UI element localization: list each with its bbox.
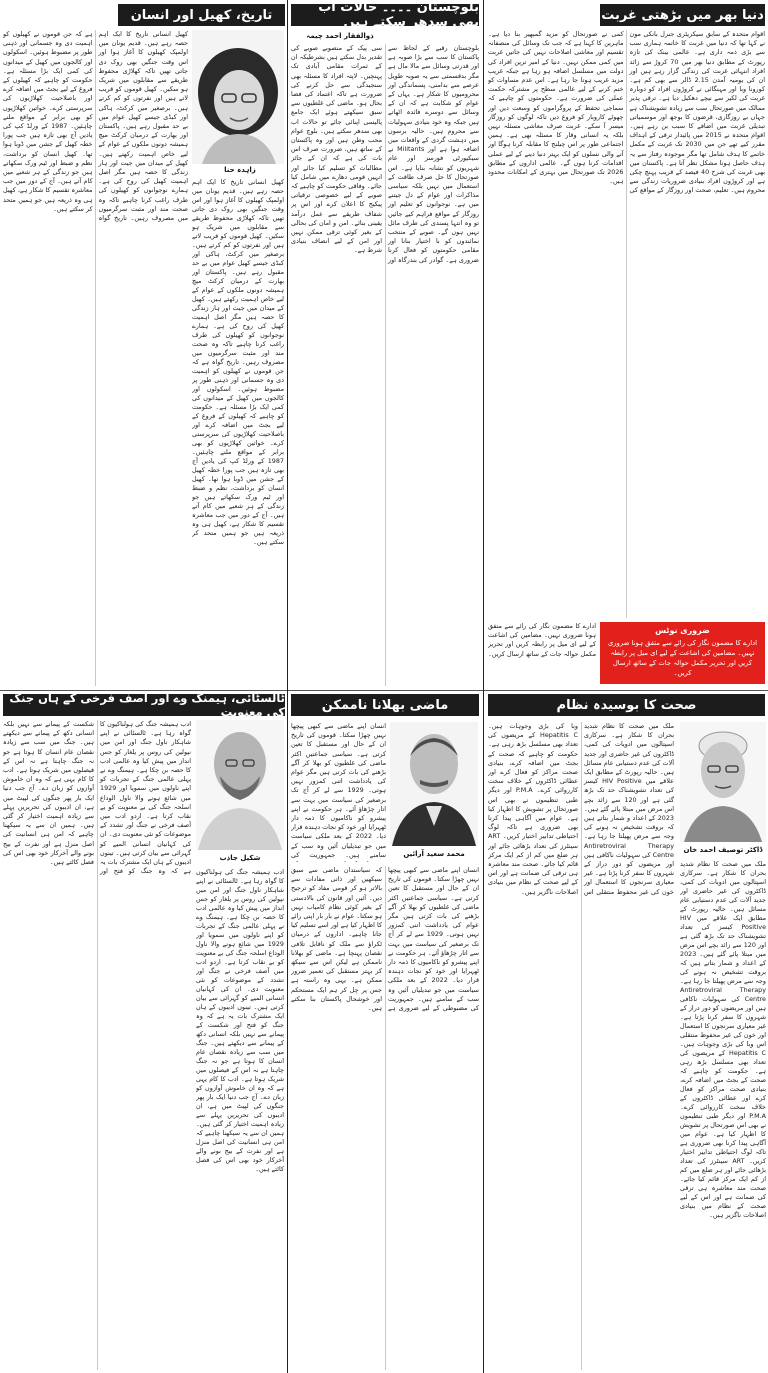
headline-tolstoy: ٹالسٹائی، ہیمنگ وے اور آصف فرخی کے ہاں جنگ کی معنویت [3, 694, 285, 716]
portrait-photo-icon [680, 722, 766, 842]
column-divider [483, 690, 484, 1373]
headline-past: ماضی بھلانا ناممکن [291, 694, 479, 716]
byline-tauseef: ڈاکٹر توصیف احمد خان [683, 846, 763, 854]
portrait-photo-icon [390, 722, 478, 846]
byline-zahida: زاہدہ حنا [224, 166, 256, 174]
notice-body: ادارے کا مضمون نگار کی رائے سے متفق ہونا ضروری نہیں۔ مضامین کی اشاعت کے لیے ای میل پر رابطہ کریں اور تحریر مکمل حوالہ جات کے ساتھ ارسال کریں۔ [607, 639, 758, 677]
columnist-portrait-tauseef [680, 722, 766, 842]
article-poverty-continued: ادارے کا مضمون نگار کی رائے سے متفق ہونا ضروری نہیں۔ مضامین کی اشاعت کے لیے ای میل پر رابطہ کریں اور تحریر مکمل حوالہ جات کے ساتھ ارسال کریں۔ [488, 622, 596, 658]
article-health-body-narrow: ملک میں صحت کا نظام شدید بحران کا شکار ہے۔ سرکاری اسپتالوں میں ادویات کی کمی، ڈاکٹروں کی غیر حاضری اور جدید آلات کی عدم دستیابی عام مسائل ہیں۔ حالیہ رپورٹ کے مطابق ایک علاقے میں HIV Positive کیسز کی تعداد تشویشناک حد تک بڑھ گئی ہے اور 120 سے زائد بچے اس مرض میں مبتلا پائے گئے ہیں۔ 2023 کے اعداد و شمار بتاتے ہیں کہ بروقت تشخیص نہ ہونے کی وجہ سے مرض پھیلتا جا رہا ہے۔ Antiretroviral Therapy Centre کی سہولیات ناکافی ہیں اور مریضوں کو دور دراز کے شہروں کا سفر کرنا پڑتا ہے۔ غیر معیاری سرنجوں کا استعمال اور خون کی غیر محفوظ منتقلی اس وبا کی بڑی وجوہات ہیں۔ Hepatitis C کے مریضوں کی تعداد بھی مسلسل بڑھ رہی ہے۔ حکومت کو چاہیے کہ صحت کے بجٹ میں اضافہ کرے، بنیادی صحت مراکز کو فعال کرے اور عطائی ڈاکٹروں کے خلاف سخت کارروائی کرے۔ P.M.A اور دیگر طبی تنظیموں نے بھی اس صورتحال پر تشویش کا اظہار کیا ہے۔ عوام میں آگاہی پیدا کرنا بھی ضروری ہے تاکہ لوگ احتیاطی تدابیر اختیار کریں۔ ART سینٹرز کی تعداد بڑھائی جائے اور ہر ضلع میں کم از کم ایک مرکز قائم کیا جائے۔ صحت مند معاشرہ ہی ترقی کی ضمانت ہے اور اس کے لیے صحت کے نظام میں بنیادی اصلاحات ناگزیر ہیں۔ [680, 860, 766, 1219]
columnist-portrait-shakeel [196, 720, 284, 850]
byline-balochistan: ذوالفقار احمد چیمہ [306, 32, 374, 40]
article-sports-body: کھیل انسانی تاریخ کا ایک اہم حصہ رہے ہیں۔ قدیم یونان میں اولمپک کھیلوں کا آغاز ہوا اور اس وقت جنگیں بھی روک دی جاتی تھیں تاکہ کھلاڑی محفوظ طریقے سے مقابلوں میں شریک ہو سکیں۔ کھیل قوموں کو قریب لاتے ہیں اور نفرتوں کو کم کرتے ہیں۔ برصغیر میں کرکٹ، ہاکی اور کبڈی جیسے کھیل عوام میں بے حد مقبول رہے ہیں۔ پاکستان اور بھارت کے درمیان کرکٹ میچ ہمیشہ دونوں ملکوں کے عوام کے لیے خاص اہمیت رکھتے ہیں۔ کھیل کے میدان میں جیت اور ہار زندگی کا حصہ ہیں مگر اصل اہمیت کھیل کی روح کی ہے۔ ہمارے نوجوانوں کو کھیلوں کی طرف راغب کرنا چاہیے تاکہ وہ صحت مند اور مثبت سرگرمیوں میں مصروف رہیں۔ تاریخ گواہ ہے کہ جن قوموں نے کھیلوں کو اہمیت دی وہ جسمانی اور ذہنی طور پر مضبوط ہوئیں۔ اسکولوں اور کالجوں میں کھیل کے میدانوں کی کمی ایک بڑا مسئلہ ہے۔ حکومت کو چاہیے کہ کھیلوں کے فروغ کے لیے بجٹ میں اضافہ کرے اور باصلاحیت کھلاڑیوں کی سرپرستی کرے۔ خواتین کھلاڑیوں کو بھی برابر کے مواقع ملنے چاہئیں۔ 1987 کے ورلڈ کپ کی یادیں آج بھی تازہ ہیں جب پورا خطہ کھیل کے جشن میں ڈوبا ہوا تھا۔ کھیل انسان کو برداشت، نظم و ضبط اور ٹیم ورک سکھاتے ہیں جو زندگی کے ہر شعبے میں کام آتے ہیں۔ آج کے دور میں جب معاشرہ تقسیم کا شکار ہے، کھیل ہی وہ ذریعہ ہیں جو ہمیں متحد کر سکتے ہیں۔ [3, 30, 188, 223]
article-past-intro: انسان اپنے ماضی سے کبھی پیچھا نہیں چھڑا سکتا۔ قوموں کی تاریخ ان کے حال اور مستقبل کا تعین کرتی ہے۔ سیاسی جماعتیں اکثر ماضی کی غلطیوں کو بھلا کر آگے بڑھنے کی بات کرتی ہیں مگر عوام کی یادداشت اتنی کمزور نہیں ہوتی۔ 1929 سے لے کر آج تک برصغیر کی سیاست میں بہت سے اتار چڑھاؤ آئے۔ ہر حکومت نے اپنے پیشرو کو ناکامیوں کا ذمہ دار ٹھہرایا اور خود کو نجات دہندہ قرار دیا۔ 2022 کے بعد ملکی سیاست میں جو تبدیلیاں آئیں وہ سب کے سامنے ہیں۔ جمہوریت کی [291, 722, 386, 859]
article-balochistan-body: بلوچستان رقبے کے لحاظ سے پاکستان کا سب سے بڑا صوبہ ہے اور قدرتی وسائل سے مالا مال ہے مگر بدقسمتی سے یہ صوبہ طویل عرصے سے بدامنی، پسماندگی اور محرومیوں کا شکار ہے۔ یہاں کے عوام کو شکایت ہے کہ ان کے وسائل سے دوسرے فائدہ اٹھاتے ہیں جبکہ وہ خود بنیادی سہولیات سے محروم ہیں۔ حالیہ برسوں میں دہشت گردی کے واقعات میں اضافہ ہوا ہے اور Militants نے سیکیورٹی فورسز اور عام شہریوں کو نشانہ بنایا ہے۔ اس صورتحال کا حل صرف طاقت کے استعمال میں نہیں بلکہ سیاسی مذاکرات اور عوام کے دل جیتنے میں ہے۔ نوجوانوں کو تعلیم اور روزگار کے مواقع فراہم کیے جائیں تو وہ انتہا پسندی کی طرف مائل نہیں ہوں گے۔ صوبے کے منتخب نمائندوں کو با اختیار بنانا اور مقامی حکومتوں کو فعال کرنا ضروری ہے۔ گوادر کی بندرگاہ اور سی پیک کے منصوبے صوبے کی تقدیر بدل سکتے ہیں بشرطیکہ ان کے ثمرات مقامی آبادی تک پہنچیں۔ لاپتہ افراد کا مسئلہ بھی سنجیدگی سے حل کرنے کی ضرورت ہے تاکہ اعتماد کی فضا بحال ہو۔ ماضی کی غلطیوں سے سبق سیکھتے ہوئے ایک جامع پالیسی اپنائی جائے تو حالات اب بھی سدھر سکتے ہیں۔ بلوچ عوام محب وطن ہیں اور وہ پاکستان کے ساتھ ہیں، ضرورت صرف اس بات کی ہے کہ ان کے جائز مطالبات کو تسلیم کیا جائے اور انہیں قومی دھارے میں شامل کیا جائے۔ وفاقی حکومت کو چاہیے کہ صوبے کے لیے خصوصی ترقیاتی پیکیج کا اعلان کرے اور اس پر شفاف طریقے سے عمل درآمد یقینی بنائے۔ امن و امان کی بحالی کے بغیر کوئی ترقی ممکن نہیں اور امن کے لیے انصاف بنیادی شرط ہے۔ [291, 44, 479, 264]
notice-title: ضروری نوٹس [655, 626, 710, 635]
article-tolstoy-body: ادب ہمیشہ جنگ کی ہولناکیوں کا گواہ رہا ہے۔ ٹالسٹائی نے اپنے شاہکار ناول جنگ اور امن میں نپولین کی روس پر یلغار کو جس انداز میں پیش کیا وہ عالمی ادب کا حصہ بن چکا ہے۔ ہیمنگ وے نے پہلی عالمی جنگ کے تجربات کو اپنے ناولوں میں سمویا اور 1929 میں شائع ہونے والا ناول الوداع اسلحہ جنگ کی بے معنویت کو بے نقاب کرتا ہے۔ اردو ادب میں آصف فرخی نے جنگ اور تشدد کے موضوعات کو نئی معنویت دی۔ ان کی کہانیاں انسانی المیے کو گہرائی سے بیان کرتی ہیں۔ تینوں ادیبوں کے ہاں ایک مشترک بات یہ ہے کہ وہ جنگ کو فتح اور شکست کے پیمانے سے نہیں بلکہ انسانی دکھ کے پیمانے سے دیکھتے ہیں۔ جنگ میں سب سے زیادہ نقصان عام انسان کا ہوتا ہے جو نہ جنگ چاہتا ہے نہ اس کے فیصلوں میں شریک ہوتا ہے۔ ادب کا کام یہی ہے کہ وہ ان خاموش آوازوں کو زبان دے۔ آج جب دنیا ایک بار پھر جنگوں کی لپیٹ میں ہے، ان ادیبوں کی تحریریں پہلے سے زیادہ اہمیت اختیار کر گئی ہیں۔ ہمیں ان سے یہ سیکھنا چاہیے کہ امن ہی انسانیت کی اصل منزل ہے اور نفرت کے بیج بونے والے آخرکار خود بھی اس کی فصل کاٹتے ہیں۔ [3, 720, 191, 876]
portrait-photo-icon [192, 30, 284, 164]
portrait-photo-icon [196, 720, 284, 850]
article-sports-body-narrow: کھیل انسانی تاریخ کا ایک اہم حصہ رہے ہیں۔ قدیم یونان میں اولمپک کھیلوں کا آغاز ہوا اور اس وقت جنگیں بھی روک دی جاتی تھیں تاکہ کھلاڑی محفوظ طریقے سے مقابلوں میں شریک ہو سکیں۔ کھیل قوموں کو قریب لاتے ہیں اور نفرتوں کو کم کرتے ہیں۔ برصغیر میں کرکٹ، ہاکی اور کبڈی جیسے کھیل عوام میں بے حد مقبول رہے ہیں۔ پاکستان اور بھارت کے درمیان کرکٹ میچ ہمیشہ دونوں ملکوں کے عوام کے لیے خاص اہمیت رکھتے ہیں۔ کھیل کے میدان میں جیت اور ہار زندگی کا حصہ ہیں مگر اصل اہمیت کھیل کی روح کی ہے۔ ہمارے نوجوانوں کو کھیلوں کی طرف راغب کرنا چاہیے تاکہ وہ صحت مند اور مثبت سرگرمیوں میں مصروف رہیں۔ تاریخ گواہ ہے کہ جن قوموں نے کھیلوں کو اہمیت دی وہ جسمانی اور ذہنی طور پر مضبوط ہوئیں۔ اسکولوں اور کالجوں میں کھیل کے میدانوں کی کمی ایک بڑا مسئلہ ہے۔ حکومت کو چاہیے کہ کھیلوں کے فروغ کے لیے بجٹ میں اضافہ کرے اور باصلاحیت کھلاڑیوں کی سرپرستی کرے۔ خواتین کھلاڑیوں کو بھی برابر کے مواقع ملنے چاہئیں۔ 1987 کے ورلڈ کپ کی یادیں آج بھی تازہ ہیں جب پورا خطہ کھیل کے جشن میں ڈوبا ہوا تھا۔ کھیل انسان کو برداشت، نظم و ضبط اور ٹیم ورک سکھاتے ہیں جو زندگی کے ہر شعبے میں کام آتے ہیں۔ آج کے دور میں جب معاشرہ تقسیم کا شکار ہے، کھیل ہی وہ ذریعہ ہیں جو ہمیں متحد کر سکتے ہیں۔ [192, 178, 284, 546]
article-health-body: ملک میں صحت کا نظام شدید بحران کا شکار ہے۔ سرکاری اسپتالوں میں ادویات کی کمی، ڈاکٹروں کی غیر حاضری اور جدید آلات کی عدم دستیابی عام مسائل ہیں۔ حالیہ رپورٹ کے مطابق ایک علاقے میں HIV Positive کیسز کی تعداد تشویشناک حد تک بڑھ گئی ہے اور 120 سے زائد بچے اس مرض میں مبتلا پائے گئے ہیں۔ 2023 کے اعداد و شمار بتاتے ہیں کہ بروقت تشخیص نہ ہونے کی وجہ سے مرض پھیلتا جا رہا ہے۔ Antiretroviral Therapy Centre کی سہولیات ناکافی ہیں اور مریضوں کو دور دراز کے شہروں کا سفر کرنا پڑتا ہے۔ غیر معیاری سرنجوں کا استعمال اور خون کی غیر محفوظ منتقلی اس وبا کی بڑی وجوہات ہیں۔ Hepatitis C کے مریضوں کی تعداد بھی مسلسل بڑھ رہی ہے۔ حکومت کو چاہیے کہ صحت کے بجٹ میں اضافہ کرے، بنیادی صحت مراکز کو فعال کرے اور عطائی ڈاکٹروں کے خلاف سخت کارروائی کرے۔ P.M.A اور دیگر طبی تنظیموں نے بھی اس صورتحال پر تشویش کا اظہار کیا ہے۔ عوام میں آگاہی پیدا کرنا بھی ضروری ہے تاکہ لوگ احتیاطی تدابیر اختیار کریں۔ ART سینٹرز کی تعداد بڑھائی جائے اور ہر ضلع میں کم از کم ایک مرکز قائم کیا جائے۔ صحت مند معاشرہ ہی ترقی کی ضمانت ہے اور اس کے لیے صحت کے نظام میں بنیادی اصلاحات ناگزیر ہیں۔ [488, 722, 674, 896]
editorial-notice [600, 622, 765, 684]
headline-poverty: دنیا بھر میں بڑھتی غربت [600, 4, 765, 26]
byline-saeed: محمد سعید آرائیں [403, 850, 465, 858]
headline-history-sports: تاریخ، کھیل اور انسان [118, 4, 285, 26]
headline-balochistan: بلوچستان ۔۔۔۔ حالات اب بھی سدھر سکتے ہیں [291, 4, 479, 26]
column-divider [287, 690, 288, 1373]
article-past-body: انسان اپنے ماضی سے کبھی پیچھا نہیں چھڑا سکتا۔ قوموں کی تاریخ ان کے حال اور مستقبل کا تعین کرتی ہے۔ سیاسی جماعتیں اکثر ماضی کی غلطیوں کو بھلا کر آگے بڑھنے کی بات کرتی ہیں مگر عوام کی یادداشت اتنی کمزور نہیں ہوتی۔ 1929 سے لے کر آج تک برصغیر کی سیاست میں بہت سے اتار چڑھاؤ آئے۔ ہر حکومت نے اپنے پیشرو کو ناکامیوں کا ذمہ دار ٹھہرایا اور خود کو نجات دہندہ قرار دیا۔ 2022 کے بعد ملکی سیاست میں جو تبدیلیاں آئیں وہ سب کے سامنے ہیں۔ جمہوریت کی مضبوطی کے لیے ضروری ہے کہ سیاستدان ماضی سے سبق سیکھیں اور ذاتی مفادات سے بالاتر ہو کر قومی مفاد کو ترجیح دیں۔ آئین اور قانون کی بالادستی کے بغیر کوئی نظام کامیاب نہیں ہو سکتا۔ عوام نے بار بار اپنی رائے کا اظہار کیا ہے اور اسے تسلیم کیا جانا چاہیے۔ اداروں کے درمیان ٹکراؤ سے ملک کو ناقابل تلافی نقصان پہنچا ہے۔ ماضی کو بھلانا ناممکن ہے لیکن اس سے سیکھ کر بہتر مستقبل کی تعمیر ضرور ممکن ہے۔ یہی وہ راستہ ہے جس پر چل کر ہم ایک مستحکم اور خوشحال پاکستان بنا سکتے ہیں۔ [291, 866, 479, 1013]
column-divider [483, 0, 484, 690]
article-tolstoy-body-narrow: ادب ہمیشہ جنگ کی ہولناکیوں کا گواہ رہا ہے۔ ٹالسٹائی نے اپنے شاہکار ناول جنگ اور امن میں نپولین کی روس پر یلغار کو جس انداز میں پیش کیا وہ عالمی ادب کا حصہ بن چکا ہے۔ ہیمنگ وے نے پہلی عالمی جنگ کے تجربات کو اپنے ناولوں میں سمویا اور 1929 میں شائع ہونے والا ناول الوداع اسلحہ جنگ کی بے معنویت کو بے نقاب کرتا ہے۔ اردو ادب میں آصف فرخی نے جنگ اور تشدد کے موضوعات کو نئی معنویت دی۔ ان کی کہانیاں انسانی المیے کو گہرائی سے بیان کرتی ہیں۔ تینوں ادیبوں کے ہاں ایک مشترک بات یہ ہے کہ وہ جنگ کو فتح اور شکست کے پیمانے سے نہیں بلکہ انسانی دکھ کے پیمانے سے دیکھتے ہیں۔ جنگ میں سب سے زیادہ نقصان عام انسان کا ہوتا ہے جو نہ جنگ چاہتا ہے نہ اس کے فیصلوں میں شریک ہوتا ہے۔ ادب کا کام یہی ہے کہ وہ ان خاموش آوازوں کو زبان دے۔ آج جب دنیا ایک بار پھر جنگوں کی لپیٹ میں ہے، ان ادیبوں کی تحریریں پہلے سے زیادہ اہمیت اختیار کر گئی ہیں۔ ہمیں ان سے یہ سیکھنا چاہیے کہ امن ہی انسانیت کی اصل منزل ہے اور نفرت کے بیج بونے والے آخرکار خود بھی اس کی فصل کاٹتے ہیں۔ [196, 868, 284, 1173]
columnist-portrait-saeed [390, 722, 478, 846]
article-poverty-body: اقوام متحدہ کے سابق سیکریٹری جنرل بانکی مون نے کہا تھا کہ دنیا میں غربت کا خاتمہ ہماری سب سے بڑی ذمہ داری ہے۔ عالمی بینک کی تازہ رپورٹ کے مطابق دنیا بھر میں 70 کروڑ سے زائد افراد انتہائی غربت کی زندگی گزار رہے ہیں اور ان کی یومیہ آمدن 2.15 ڈالر سے بھی کم ہے۔ کورونا وبا اور مہنگائی نے کروڑوں افراد کو دوبارہ غربت کی لکیر سے نیچے دھکیل دیا ہے۔ ترقی پذیر ممالک میں صورتحال سب سے زیادہ تشویشناک ہے جہاں بے روزگاری، قرضوں کا بوجھ اور موسمیاتی تبدیلی غربت میں اضافے کا سبب بن رہے ہیں۔ اقوام متحدہ نے 2015 میں پائیدار ترقی کے اہداف مقرر کیے تھے جن میں 2030 تک غربت کے مکمل خاتمے کا ہدف شامل تھا مگر موجودہ رفتار سے یہ ہدف حاصل ہونا مشکل نظر آتا ہے۔ پاکستان میں بھی غربت کی شرح 40 فیصد کے قریب پہنچ چکی ہے اور کروڑوں افراد بنیادی ضروریات زندگی سے محروم ہیں۔ تعلیم، صحت اور روزگار کے مواقع کی کمی نے صورتحال کو مزید گمبھیر بنا دیا ہے۔ ماہرین کا کہنا ہے کہ جب تک وسائل کی منصفانہ تقسیم اور معاشی اصلاحات نہیں کی جاتیں غربت میں کمی ممکن نہیں۔ دنیا کے امیر ترین افراد کی دولت میں مسلسل اضافہ ہو رہا ہے جبکہ غریب مزید غریب ہوتا جا رہا ہے۔ اس عدم مساوات کو ختم کرنے کے لیے عالمی سطح پر مشترکہ حکمت عملی کی ضرورت ہے۔ حکومتوں کو چاہیے کہ سماجی تحفظ کے پروگراموں کو وسعت دیں اور چھوٹے کاروبار کو فروغ دیں تاکہ لوگوں کو روزگار میسر آ سکے۔ غربت صرف معاشی مسئلہ نہیں بلکہ یہ انسانی وقار کا مسئلہ بھی ہے۔ ہمیں اجتماعی طور پر اس چیلنج کا مقابلہ کرنا ہوگا اور آنے والی نسلوں کو ایک بہتر دنیا دینے کے لیے عملی اقدامات کرنا ہوں گے۔ عالمی اداروں کے مطابق 2026 تک صورتحال میں بہتری کے امکانات محدود ہیں۔ [488, 30, 765, 195]
headline-health: صحت کا بوسیدہ نظام [488, 694, 765, 716]
column-divider [287, 0, 288, 690]
byline-shakeel: شکیل جاذب [219, 854, 261, 862]
columnist-portrait-zahida [192, 30, 284, 164]
